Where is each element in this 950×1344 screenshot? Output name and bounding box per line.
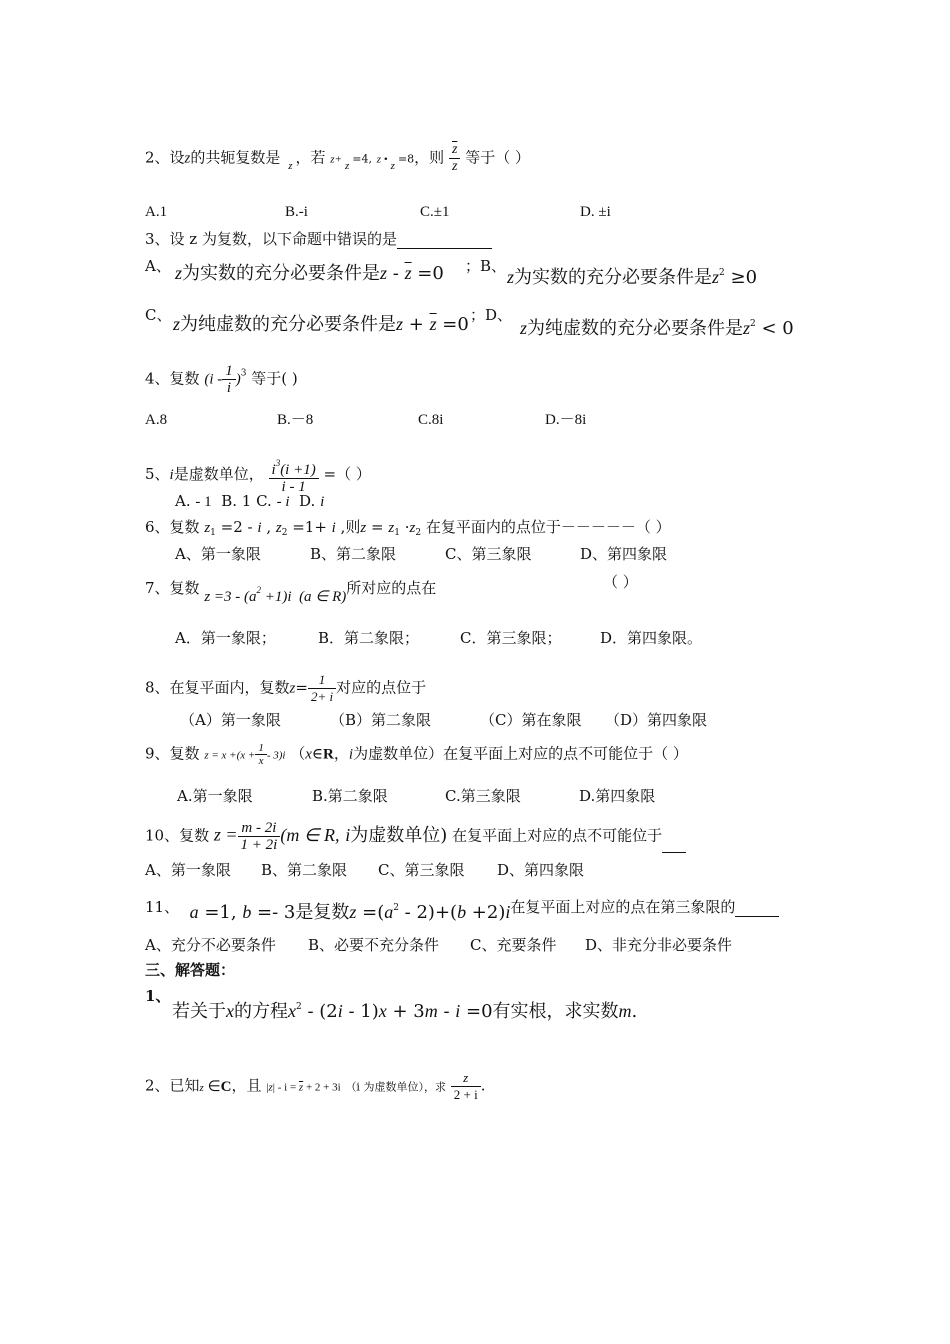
q8-stem: 8、在复平面内，复数z= $\frac{1}{2+ i}$ 对应的点位于 bbox=[145, 672, 427, 704]
q3-options-cd: C、 z为纯虚数的充分必要条件是$z + \overline{z} =0$ ；D、 z为纯虚数的充分必要条件是$z^2 < 0$ bbox=[145, 306, 794, 339]
a1-text: 若关于x的方程$x^2 - (2i - 1)x + 3m - i =0$有实根，求实数m. bbox=[172, 1001, 638, 1022]
q4-stem: 4、复数 (i - $\frac{1}{i}$ )$^3$ 等于( ) bbox=[145, 363, 298, 396]
q2-stem: 2、设z的共轭复数是 z ，若 z+ z =4, z • z =8，则 $\frac{\overline{z}}{z}$ 等于（ ） bbox=[145, 142, 530, 174]
a1-number: 1、 bbox=[145, 987, 171, 1005]
q9-stem: 9、复数 z = x +(x + $\frac{1}{x}$ - 3)i （x∈R，i为虚数单位）在复平面上对应的点不可能位于（ ） bbox=[145, 742, 688, 767]
a2-text: 2、已知z ∈C，且 $|z| - i = \overline{z} + 2 + 3i$ （i 为虚数单位），求 $\frac{z}{2 + i}$ . bbox=[145, 1070, 486, 1102]
q5-stem: 5、i是虚数单位， $\frac{i^3(i +1)}{i - 1}$ =（ ） bbox=[145, 455, 371, 495]
q3-stem: 3、设 z 为复数，以下命题中错误的是 bbox=[145, 229, 492, 249]
q3-options-ab: A、 z为实数的充分必要条件是$z - \overline{z} =0$ ；B、 z为实数的充分必要条件是$z^2 \ge 0$ bbox=[145, 257, 758, 288]
q11-stem: 11、 a =1, b =- 3是复数$z =(a^2 - 2)+(b +2)i$在复平面上对应的点在第三象限的 bbox=[145, 892, 779, 917]
q7-paren: （ ） bbox=[603, 573, 638, 591]
q6-stem: 6、复数 $z_1 =2 - i$ , $z_2 =1+ i$ ,则$z = z_1 \cdot z_2$ 在复平面内的点位于－－－－－（ ） bbox=[145, 518, 671, 538]
q7-stem: 7、复数 $z =3 - (a^2 +1)i$ (a ∈ R)所对应的点在 bbox=[145, 579, 437, 605]
q5-options: A. - 1 B. 1 C. - i D. i bbox=[175, 492, 325, 510]
section-title: 三、解答题： bbox=[145, 961, 236, 979]
q10-stem: 10、复数 z = $\frac{m - 2i}{1 + 2i}$ (m ∈ R, i为虚数单位) 在复平面上对应的点不可能位于 bbox=[145, 820, 686, 853]
